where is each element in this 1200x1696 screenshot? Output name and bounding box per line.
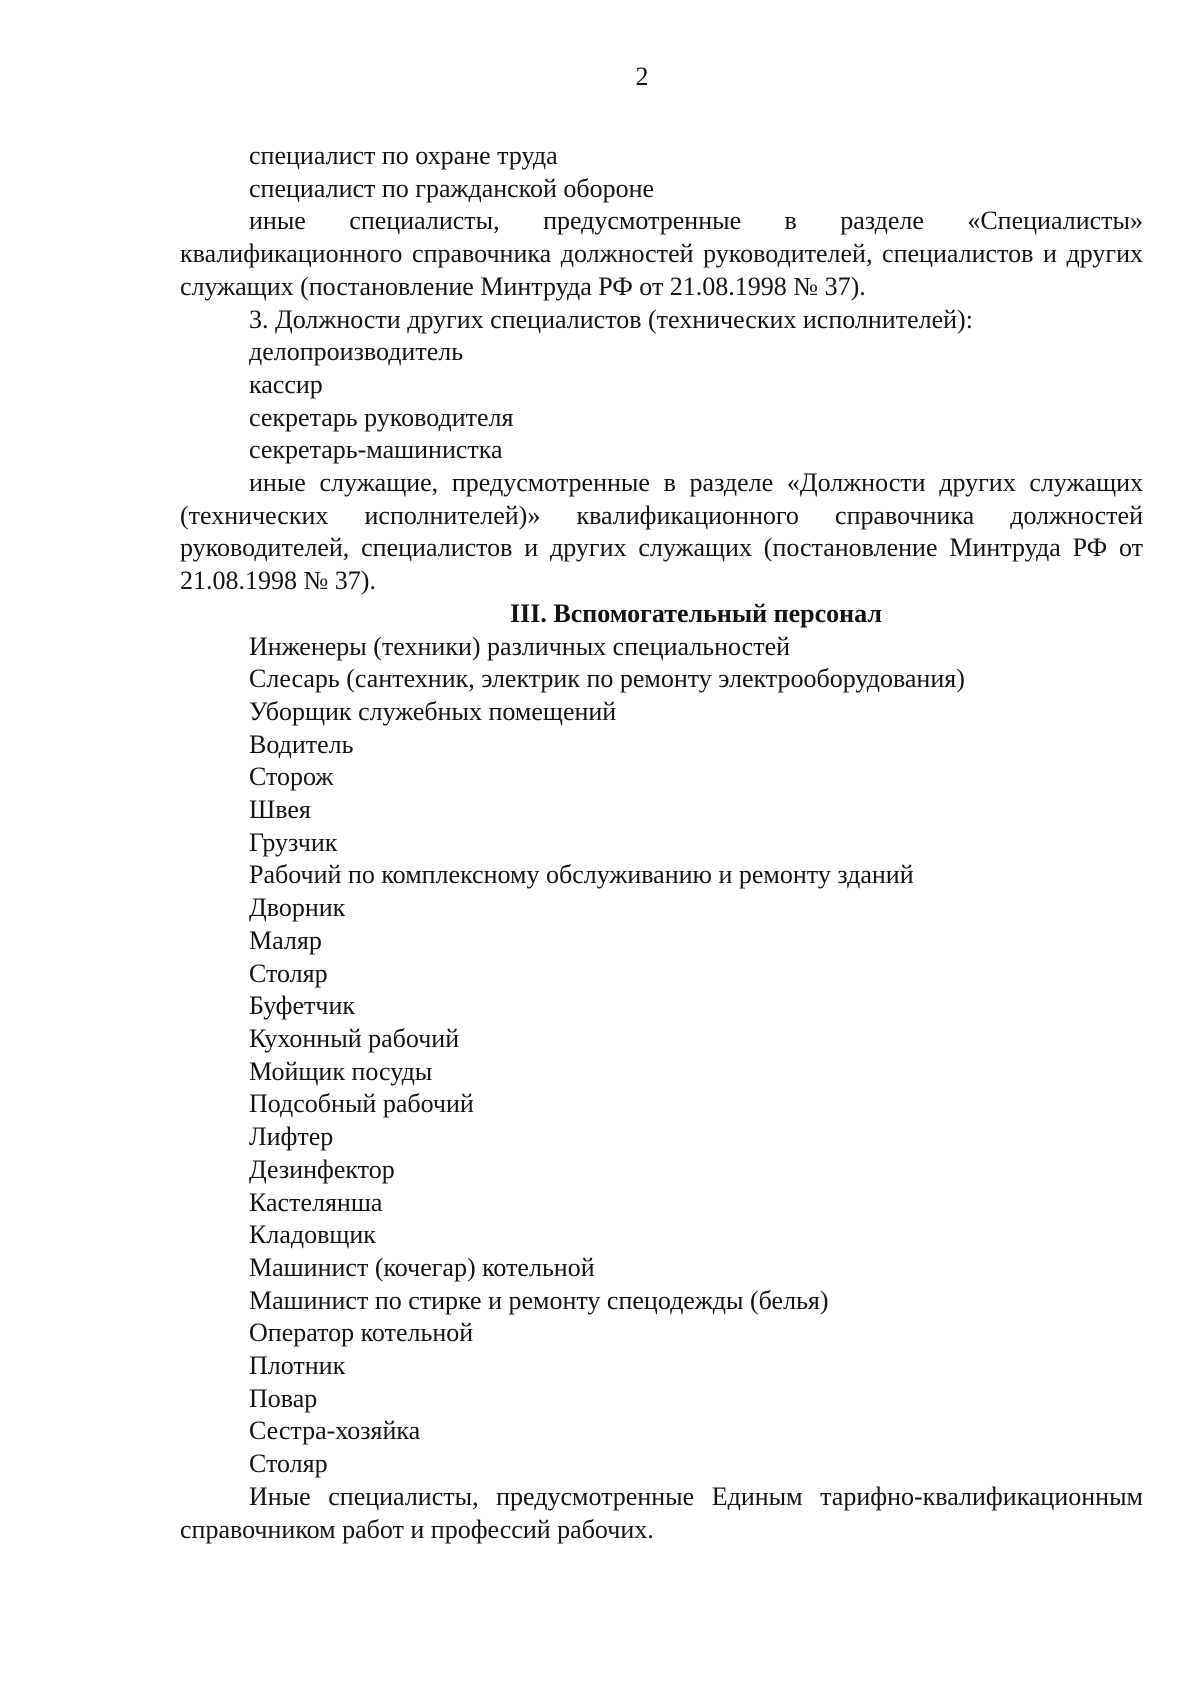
list-item: делопроизводитель: [249, 337, 464, 367]
list-item: Дворник: [249, 893, 346, 923]
list-item: Маляр: [249, 925, 322, 955]
list-item: Плотник: [249, 1351, 346, 1381]
list-item: Кастелянша: [249, 1187, 383, 1217]
list-item: специалист по охране труда: [249, 141, 558, 170]
list-item: Сестра-хозяйка: [249, 1416, 421, 1446]
list-item: кассир: [249, 369, 323, 399]
paragraph-other-specialists: иные специалисты, предусмотренные в разделе «Специалисты» квалификационного справочника должностей руководителей, специалистов и других служащих (постановление Минтруда РФ от 21.08.1998 № 37).: [180, 206, 1143, 301]
document-body: [180, 140, 1143, 1546]
list-item: Буфетчик: [249, 991, 356, 1021]
list-item: Сторож: [249, 762, 334, 792]
list-item: Машинист по стирке и ремонту спецодежды (белья): [249, 1285, 829, 1315]
list-item: Повар: [249, 1383, 318, 1413]
list-item: Грузчик: [249, 827, 338, 857]
list-item: Машинист (кочегар) котельной: [249, 1252, 595, 1282]
list-item: Водитель: [249, 729, 354, 759]
page-number: 2: [635, 62, 649, 91]
paragraph-other-employees: иные служащие, предусмотренные в разделе «Должности других служащих (технических исполнителей)» квалификационного справочника должностей руководителей, специалистов и других служащих (постановление Минтруда РФ от 21.08.1998 № 37).: [180, 468, 1143, 596]
list-item: Рабочий по комплексному обслуживанию и ремонту зданий: [249, 860, 914, 890]
list-item: Швея: [249, 795, 311, 825]
section-3-title: 3. Должности других специалистов (технических исполнителей):: [249, 304, 973, 334]
list-item: Слесарь (сантехник, электрик по ремонту электрооборудования): [249, 664, 965, 694]
list-item: Столяр: [249, 1449, 328, 1479]
list-item: секретарь-машинистка: [249, 435, 503, 465]
list-item: Кухонный рабочий: [249, 1023, 460, 1053]
list-item: Мойщик посуды: [249, 1056, 433, 1086]
list-item: Дезинфектор: [249, 1154, 395, 1184]
list-item: Подсобный рабочий: [249, 1089, 474, 1119]
section-heading-support-staff: III. Вспомогательный персонал: [510, 598, 882, 628]
list-item: Лифтер: [249, 1122, 334, 1152]
list-item: Оператор котельной: [249, 1318, 474, 1348]
list-item: секретарь руководителя: [249, 402, 514, 432]
list-item: Кладовщик: [249, 1220, 376, 1250]
list-item: Уборщик служебных помещений: [249, 696, 617, 726]
list-item: Инженеры (техники) различных специальностей: [249, 631, 791, 661]
paragraph-other-workers: Иные специалисты, предусмотренные Единым тарифно-квалификационным справочником работ и профессий рабочих.: [180, 1481, 1143, 1544]
list-item: Столяр: [249, 958, 328, 988]
list-item: специалист по гражданской обороне: [249, 173, 655, 203]
